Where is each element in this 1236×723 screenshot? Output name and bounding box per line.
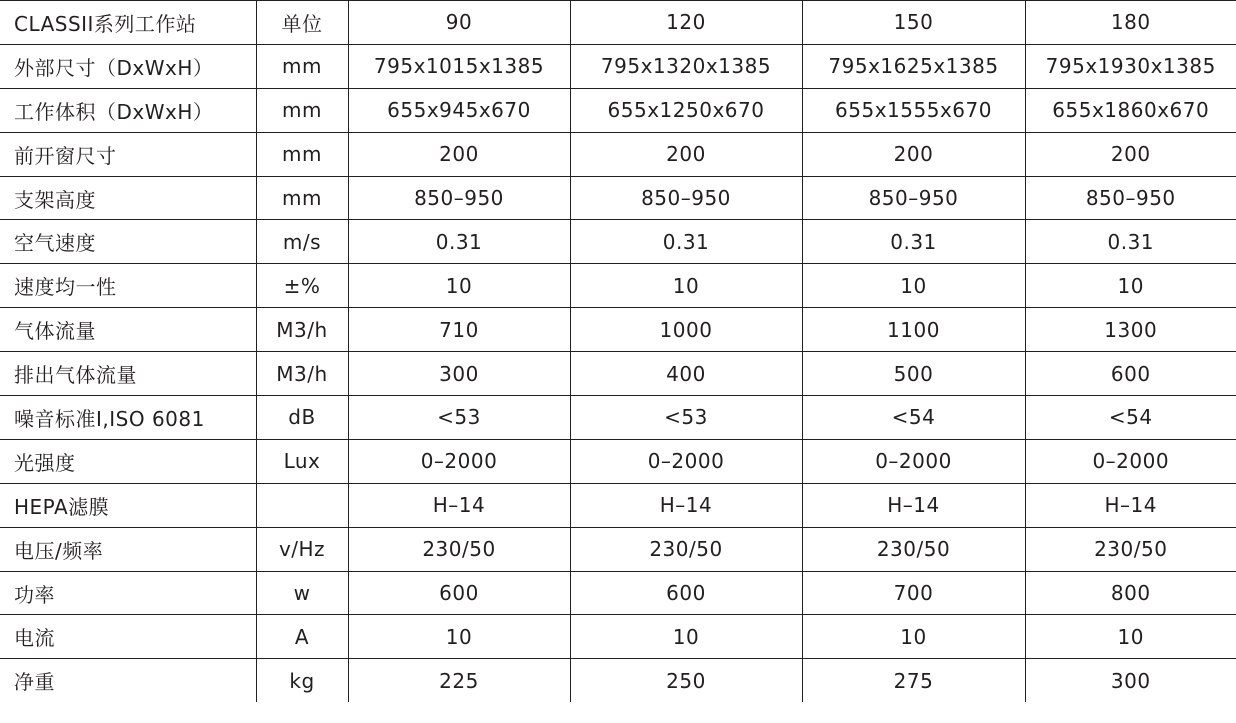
row-value-cell: <53 [348, 396, 570, 440]
row-value-cell: 800 [1025, 571, 1236, 615]
table-row [0, 308, 1236, 352]
table-row [0, 396, 1236, 440]
row-label-cell: 气体流量 [0, 308, 256, 352]
row-label-cell: 净重 [0, 659, 256, 702]
row-value-cell: 10 [348, 264, 570, 308]
row-value-cell: 10 [1025, 615, 1236, 659]
row-value-cell: 600 [570, 571, 802, 615]
row-value-cell: 655x1860x670 [1025, 88, 1236, 132]
table-row [0, 220, 1236, 264]
row-unit-cell: mm [256, 176, 348, 220]
header-label-cell: CLASSII系列工作站 [0, 1, 256, 45]
row-value-cell: 200 [802, 132, 1025, 176]
row-value-cell: 225 [348, 659, 570, 702]
row-value-cell: 10 [570, 615, 802, 659]
header-row [0, 1, 1236, 45]
row-value-cell: 230/50 [348, 527, 570, 571]
row-value-cell: 230/50 [570, 527, 802, 571]
row-value-cell: 795x1015x1385 [348, 44, 570, 88]
row-value-cell: 0–2000 [570, 439, 802, 483]
row-unit-cell: mm [256, 44, 348, 88]
row-value-cell: 250 [570, 659, 802, 702]
row-unit-cell: v/Hz [256, 527, 348, 571]
table-row [0, 615, 1236, 659]
row-value-cell: 1300 [1025, 308, 1236, 352]
row-label-cell: 排出气体流量 [0, 352, 256, 396]
table-row [0, 132, 1236, 176]
row-value-cell: 1100 [802, 308, 1025, 352]
row-value-cell: 710 [348, 308, 570, 352]
row-unit-cell: mm [256, 132, 348, 176]
row-value-cell: 10 [1025, 264, 1236, 308]
row-value-cell: 200 [570, 132, 802, 176]
row-value-cell: 200 [348, 132, 570, 176]
row-value-cell: 850–950 [1025, 176, 1236, 220]
row-value-cell: 230/50 [1025, 527, 1236, 571]
header-model-cell: 150 [802, 1, 1025, 45]
row-value-cell: 850–950 [802, 176, 1025, 220]
row-label-cell: 电流 [0, 615, 256, 659]
row-label-cell: 电压/频率 [0, 527, 256, 571]
row-unit-cell: mm [256, 88, 348, 132]
row-label-cell: 功率 [0, 571, 256, 615]
row-value-cell: H–14 [348, 483, 570, 527]
row-value-cell: 10 [802, 615, 1025, 659]
header-model-cell: 120 [570, 1, 802, 45]
row-label-cell: 噪音标准I,ISO 6081 [0, 396, 256, 440]
row-value-cell: 230/50 [802, 527, 1025, 571]
row-value-cell: 400 [570, 352, 802, 396]
row-label-cell: 前开窗尺寸 [0, 132, 256, 176]
row-value-cell: 700 [802, 571, 1025, 615]
table-row [0, 88, 1236, 132]
row-value-cell: 850–950 [570, 176, 802, 220]
row-label-cell: HEPA滤膜 [0, 483, 256, 527]
spec-table-body [0, 1, 1236, 703]
row-value-cell: 500 [802, 352, 1025, 396]
row-value-cell: 300 [1025, 659, 1236, 702]
row-value-cell: 0–2000 [802, 439, 1025, 483]
row-label-cell: 工作体积（DxWxH） [0, 88, 256, 132]
row-unit-cell: Lux [256, 439, 348, 483]
row-value-cell: H–14 [570, 483, 802, 527]
header-unit-cell: 单位 [256, 1, 348, 45]
row-unit-cell: kg [256, 659, 348, 702]
row-value-cell: 655x1250x670 [570, 88, 802, 132]
row-value-cell: <54 [1025, 396, 1236, 440]
row-label-cell: 光强度 [0, 439, 256, 483]
row-value-cell: 0.31 [1025, 220, 1236, 264]
table-row [0, 44, 1236, 88]
row-value-cell: 600 [1025, 352, 1236, 396]
row-value-cell: 200 [1025, 132, 1236, 176]
row-label-cell: 速度均一性 [0, 264, 256, 308]
row-value-cell: 600 [348, 571, 570, 615]
row-value-cell: 300 [348, 352, 570, 396]
row-value-cell: 795x1930x1385 [1025, 44, 1236, 88]
row-value-cell: H–14 [1025, 483, 1236, 527]
row-unit-cell: m/s [256, 220, 348, 264]
table-row [0, 659, 1236, 702]
table-row [0, 176, 1236, 220]
row-value-cell: 795x1320x1385 [570, 44, 802, 88]
row-unit-cell: w [256, 571, 348, 615]
row-unit-cell: dB [256, 396, 348, 440]
row-label-cell: 空气速度 [0, 220, 256, 264]
row-label-cell: 支架高度 [0, 176, 256, 220]
row-value-cell: 655x1555x670 [802, 88, 1025, 132]
table-row [0, 571, 1236, 615]
row-value-cell: 0.31 [570, 220, 802, 264]
row-value-cell: 655x945x670 [348, 88, 570, 132]
row-value-cell: 10 [570, 264, 802, 308]
row-label-cell: 外部尺寸（DxWxH） [0, 44, 256, 88]
row-value-cell: 0.31 [802, 220, 1025, 264]
row-unit-cell: ±% [256, 264, 348, 308]
table-row [0, 483, 1236, 527]
row-value-cell: <53 [570, 396, 802, 440]
row-value-cell: 1000 [570, 308, 802, 352]
row-value-cell: <54 [802, 396, 1025, 440]
table-row [0, 352, 1236, 396]
table-row [0, 439, 1236, 483]
table-row [0, 264, 1236, 308]
row-value-cell: 0–2000 [348, 439, 570, 483]
header-model-cell: 90 [348, 1, 570, 45]
row-value-cell: 275 [802, 659, 1025, 702]
row-unit-cell [256, 483, 348, 527]
row-value-cell: 0.31 [348, 220, 570, 264]
row-value-cell: 10 [348, 615, 570, 659]
header-model-cell: 180 [1025, 1, 1236, 45]
row-value-cell: 795x1625x1385 [802, 44, 1025, 88]
row-unit-cell: A [256, 615, 348, 659]
row-unit-cell: M3/h [256, 352, 348, 396]
row-value-cell: 850–950 [348, 176, 570, 220]
row-unit-cell: M3/h [256, 308, 348, 352]
row-value-cell: H–14 [802, 483, 1025, 527]
row-value-cell: 0–2000 [1025, 439, 1236, 483]
row-value-cell: 10 [802, 264, 1025, 308]
table-row [0, 527, 1236, 571]
